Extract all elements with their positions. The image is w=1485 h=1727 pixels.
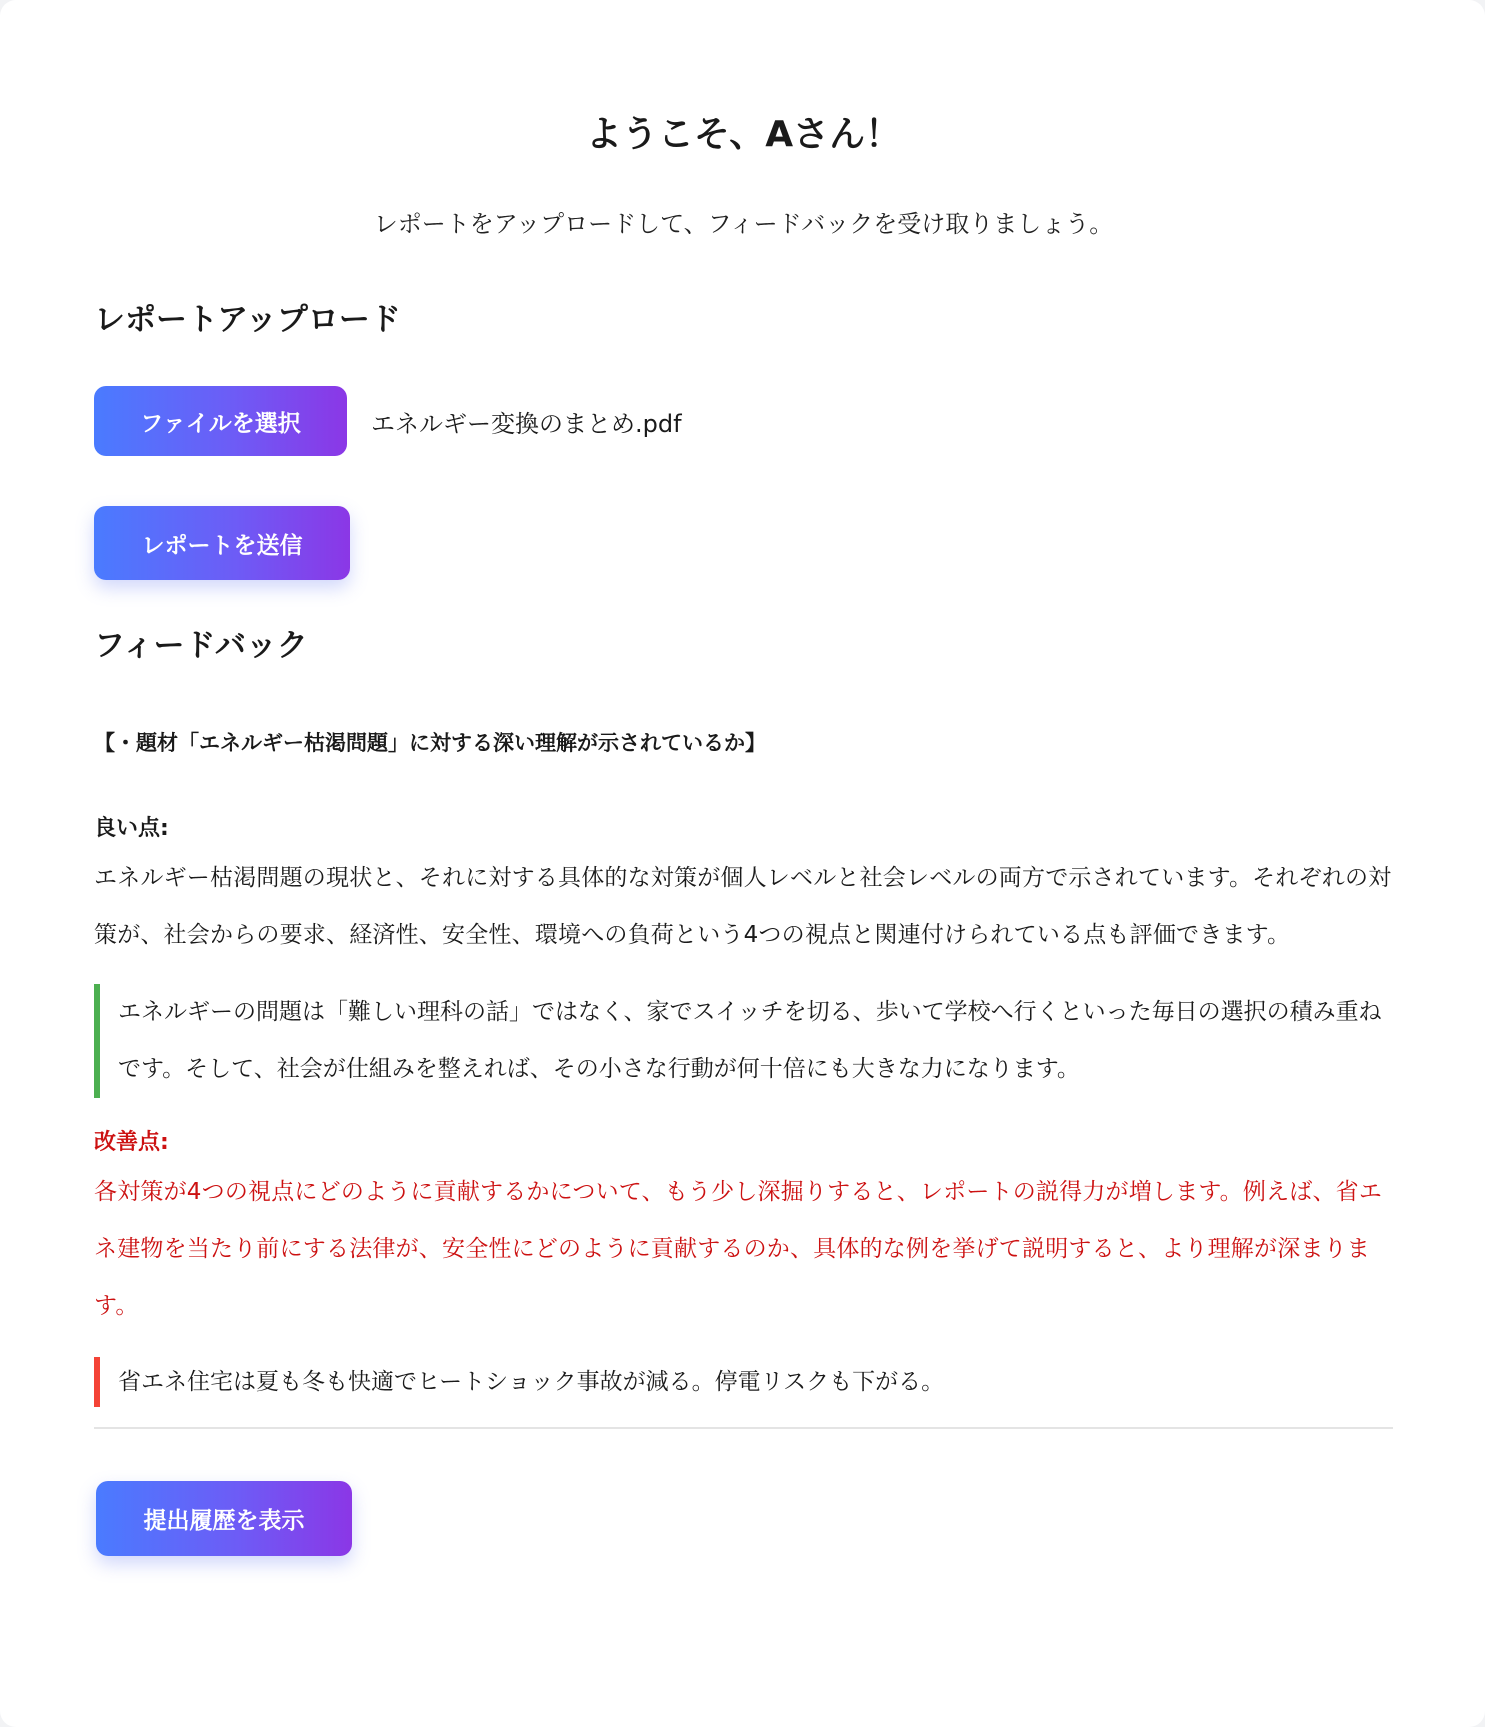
page-title: ようこそ、Aさん！ — [585, 114, 902, 155]
improvement-points-quote: 省エネ住宅は夏も冬も快適でヒートショック事故が減る。停電リスクも下がる。 — [94, 1357, 1393, 1407]
section-divider — [94, 1427, 1393, 1429]
good-points-quote: エネルギーの問題は「難しい理科の話」ではなく、家でスイッチを切る、歩いて学校へ行くといった毎日の選択の積み重ねです。そして、社会が仕組みを整えれば、その小さな行動が何十倍にも大きな力になります。 — [94, 984, 1393, 1098]
improvement-points-label: 改善点: — [94, 1130, 169, 1155]
choose-file-button[interactable]: ファイルを選択 — [94, 386, 347, 456]
upload-section-title: レポートアップロード — [94, 302, 401, 338]
feedback-section-title: フィードバック — [94, 628, 308, 664]
file-upload-row — [94, 386, 1393, 456]
feedback-criterion: 【・題材「エネルギー枯渇問題」に対する深い理解が示されているか】 — [94, 731, 766, 755]
show-history-button[interactable]: 提出履歴を表示 — [96, 1481, 352, 1556]
feedback-content — [94, 728, 1393, 1407]
improvement-points-text: 各対策が4つの視点にどのように貢献するかについて、もう少し深掘りすると、レポートの説得力が増します。例えば、省エネ建物を当たり前にする法律が、安全性にどのように貢献するのか、具体的な例を挙げて説明すると、より理解が深まります。 — [94, 1179, 1383, 1319]
good-points-label: 良い点: — [94, 816, 169, 841]
good-points-text: エネルギー枯渇問題の現状と、それに対する具体的な対策が個人レベルと社会レベルの両方で示されています。それぞれの対策が、社会からの要求、経済性、安全性、環境への負荷という4つの視点と関連付けられている点も評価できます。 — [94, 865, 1392, 948]
page-subtitle: レポートをアップロードして、フィードバックを受け取りましょう。 — [373, 210, 1114, 238]
submit-report-button[interactable]: レポートを送信 — [94, 506, 350, 580]
selected-file-name: エネルギー変換のまとめ.pdf — [371, 409, 682, 438]
